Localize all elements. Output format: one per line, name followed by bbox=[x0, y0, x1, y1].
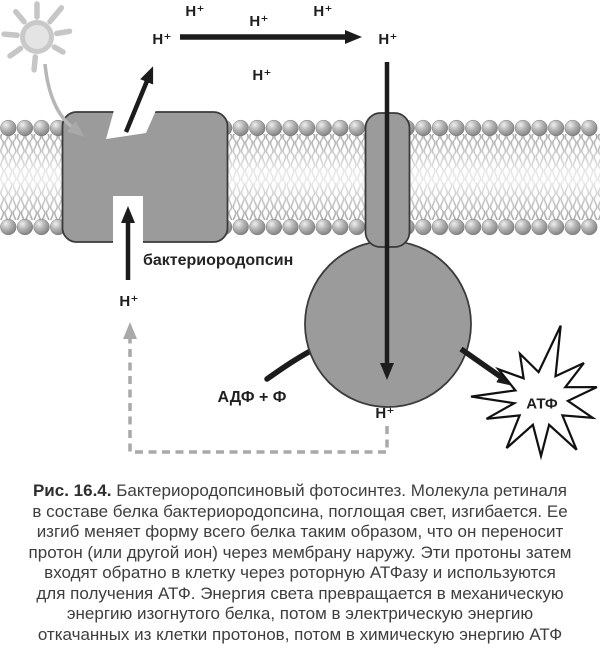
caption-line: входят обратно в клетку через роторную АТФазу и используются bbox=[44, 563, 556, 582]
proton-label: H⁺ bbox=[152, 31, 172, 48]
proton-label: H⁺ bbox=[119, 293, 139, 310]
caption-line: изгиб меняет форму всего белка таким образом, что он переносит bbox=[36, 522, 564, 541]
proton-label: H⁺ bbox=[252, 67, 272, 84]
caption-line: протон (или другой ион) через мембрану наружу. Эти протоны затем bbox=[28, 542, 572, 562]
bacteriorhodopsin-label: бактериородопсин bbox=[143, 252, 294, 269]
adp-phosphate-label: АДФ + Ф bbox=[217, 389, 287, 406]
bacteriorhodopsin-shape bbox=[63, 81, 228, 280]
caption-line: откачанных из клетки протонов, потом в химическую энергию АТФ bbox=[37, 624, 563, 644]
proton-label: H⁺ bbox=[313, 3, 333, 20]
proton-label: H⁺ bbox=[375, 405, 395, 422]
caption-line: энергию изогнутого белка, потом в электрическую энергию bbox=[66, 604, 534, 623]
figure-caption bbox=[0, 481, 600, 645]
caption-line: для получения АТФ. Энергия света превращается в механическую bbox=[36, 583, 564, 603]
atp-burst-shape bbox=[471, 326, 597, 456]
proton-label: H⁺ bbox=[249, 13, 269, 30]
proton-label: H⁺ bbox=[185, 3, 205, 20]
proton-label: H⁺ bbox=[378, 31, 398, 48]
atp-label: АТФ bbox=[526, 395, 558, 413]
figure-number: Рис. 16.4. bbox=[32, 481, 112, 500]
sun-icon bbox=[4, 4, 69, 70]
caption-line: в составе белка бактериородопсина, поглощая свет, изгибается. Ее bbox=[32, 501, 568, 521]
atp-output-arrow bbox=[461, 349, 501, 377]
caption-text: Бактериородопсиновый фотосинтез. Молекула ретиналя bbox=[116, 481, 568, 500]
caption-line bbox=[0, 481, 600, 502]
